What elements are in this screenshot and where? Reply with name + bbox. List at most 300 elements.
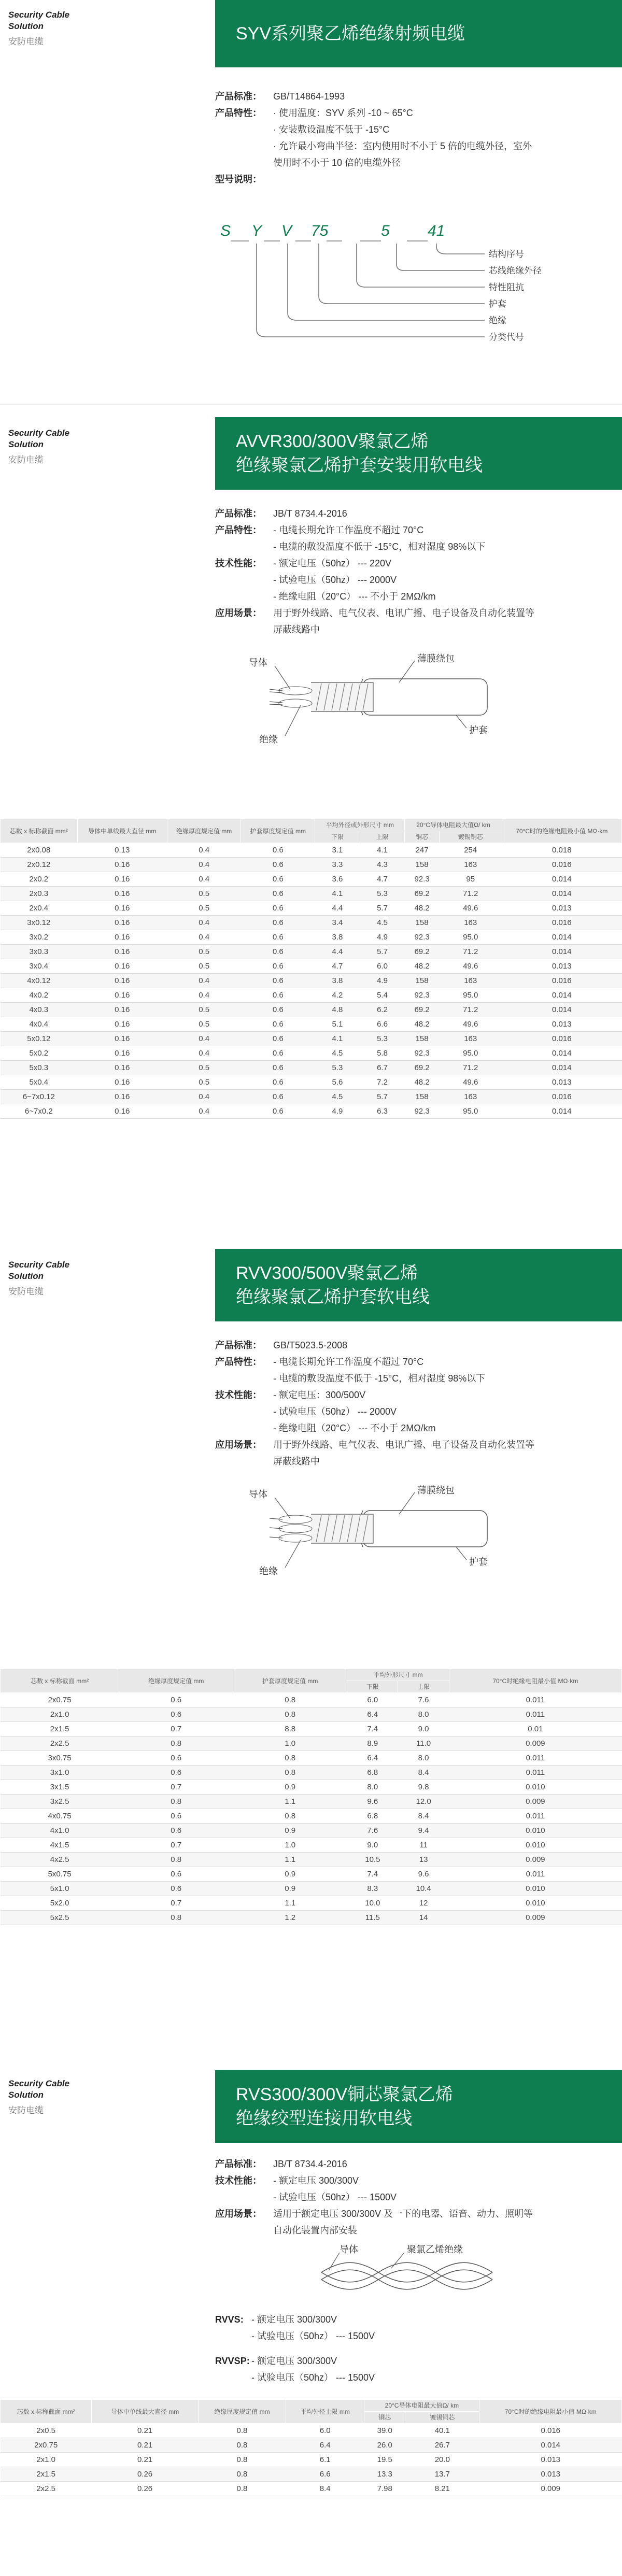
- table-cell: 0.5: [167, 1061, 241, 1075]
- table-header-cell: 上限: [398, 1681, 449, 1693]
- spec-row: [215, 505, 609, 522]
- table-cell: 0.013: [479, 2453, 622, 2467]
- table-header-cell: 70°C时的绝缘电阻最小值 MΩ·km: [502, 819, 621, 843]
- syv-specs: [215, 88, 609, 188]
- table-cell: 6.6: [286, 2467, 364, 2482]
- table-cell: 0.16: [77, 1104, 167, 1119]
- table-cell: 4.4: [315, 901, 360, 916]
- table-cell: 163: [439, 858, 502, 872]
- rvvs-specs: [215, 2311, 609, 2344]
- table-cell: 2x2.5: [1, 1737, 119, 1751]
- table-cell: 4.5: [315, 1090, 360, 1104]
- table-row: [1, 1090, 622, 1104]
- table-cell: 0.6: [241, 858, 315, 872]
- table-cell: 2x0.75: [1, 2438, 92, 2453]
- spec-row: [215, 1420, 609, 1436]
- table-cell: 13: [398, 1853, 449, 1867]
- table-cell: 0.014: [502, 1046, 621, 1061]
- table-cell: 0.011: [449, 1867, 621, 1882]
- table-cell: 254: [439, 843, 502, 858]
- table-cell: 0.5: [167, 1003, 241, 1017]
- model-code-letter: 75: [311, 222, 329, 239]
- table-cell: 0.014: [502, 1104, 621, 1119]
- table-cell: 49.6: [439, 901, 502, 916]
- table-row: [1, 1061, 622, 1075]
- table-cell: 0.16: [77, 1017, 167, 1032]
- table-cell: 0.014: [502, 1061, 621, 1075]
- spec-key: [215, 2222, 273, 2239]
- table-row: [1, 901, 622, 916]
- spec-key: 产品标准：: [215, 91, 262, 102]
- table-header-cell: 平均外形尺寸 mm: [347, 1669, 449, 1681]
- table-cell: 4.8: [315, 1003, 360, 1017]
- table-cell: 163: [439, 974, 502, 988]
- spec-value: - 试验电压（50hz） --- 1500V: [251, 2331, 375, 2341]
- table-cell: 0.6: [241, 843, 315, 858]
- table-cell: 71.2: [439, 1003, 502, 1017]
- table-row: [1, 843, 622, 858]
- avvr-title-banner: [215, 417, 622, 490]
- table-cell: 0.014: [502, 1003, 621, 1017]
- table-cell: 8.9: [347, 1737, 398, 1751]
- table-cell: 0.4: [167, 858, 241, 872]
- spec-key: 产品特性：: [215, 1357, 262, 1367]
- avvr-spec-table: [0, 819, 622, 1119]
- table-cell: 5.4: [360, 988, 405, 1003]
- model-code-letter: S: [220, 222, 231, 239]
- spec-key: [215, 1420, 273, 1436]
- model-code-letter: 41: [428, 222, 445, 239]
- table-cell: 71.2: [439, 1061, 502, 1075]
- rvs-title-line2: 绝缘绞型连接用软电线: [236, 2109, 412, 2128]
- table-cell: 0.4: [167, 1090, 241, 1104]
- rvs-cable-diagram: [311, 2241, 518, 2303]
- table-cell: 0.6: [241, 1017, 315, 1032]
- label-film-wrap: 薄膜绕包: [417, 653, 455, 664]
- table-header-cell: 绝缘厚度规定值 mm: [167, 819, 241, 843]
- spec-key: 技术性能：: [215, 558, 262, 568]
- table-cell: 95.0: [439, 1104, 502, 1119]
- table-cell: 0.6: [241, 1090, 315, 1104]
- spec-row: [215, 1354, 609, 1370]
- spec-row: [215, 1370, 609, 1387]
- spec-value: 屏蔽线路中: [273, 624, 320, 635]
- table-cell: 1.1: [233, 1853, 347, 1867]
- table-cell: 0.26: [92, 2467, 198, 2482]
- table-cell: 6.8: [347, 1766, 398, 1780]
- spec-value: - 电缆长期允许工作温度不超过 70°C: [273, 525, 424, 535]
- table-cell: 9.8: [398, 1780, 449, 1795]
- spec-value: - 试验电压（50hz） --- 2000V: [273, 575, 397, 585]
- table-cell: 2x0.2: [1, 872, 78, 887]
- table-cell: 0.6: [241, 988, 315, 1003]
- spec-value: GB/T14864-1993: [273, 91, 345, 102]
- table-header-cell: 镀锡铜芯: [405, 2412, 479, 2424]
- table-header-cell: 70°C时的绝缘电阻最小值 MΩ·km: [479, 2400, 622, 2424]
- spec-row: [215, 555, 609, 572]
- table-cell: 9.6: [398, 1867, 449, 1882]
- spec-value: - 绝缘电阻（20°C） --- 不小于 2MΩ/km: [273, 1423, 436, 1433]
- table-cell: 0.4: [167, 1046, 241, 1061]
- spec-key: [215, 121, 273, 138]
- table-cell: 0.9: [233, 1882, 347, 1896]
- table-cell: 92.3: [405, 1104, 440, 1119]
- table-cell: 0.016: [502, 974, 621, 988]
- table-cell: 8.4: [398, 1766, 449, 1780]
- table-cell: 0.8: [198, 2482, 286, 2496]
- table-cell: 0.014: [502, 887, 621, 901]
- table-cell: 5.7: [360, 1090, 405, 1104]
- avvr-title-line2: 绝缘聚氯乙烯护套安装用软电线: [236, 456, 483, 475]
- spec-value: - 额定电压（50hz） --- 220V: [273, 558, 392, 568]
- spec-value: 自动化装置内部安装: [273, 2225, 357, 2236]
- table-row: [1, 1751, 622, 1766]
- spec-row: [215, 605, 609, 621]
- table-row: [1, 1809, 622, 1824]
- spec-value: JB/T 8734.4-2016: [273, 508, 347, 519]
- spec-row: [215, 105, 609, 121]
- spec-row: [215, 2172, 609, 2189]
- table-cell: 0.011: [449, 1809, 621, 1824]
- table-cell: 5.1: [315, 1017, 360, 1032]
- table-cell: 0.21: [92, 2438, 198, 2453]
- table-cell: 0.016: [502, 916, 621, 930]
- label-pvc-insulation: 聚氯乙烯绝缘: [407, 2244, 463, 2255]
- spec-value: - 额定电压：300/500V: [273, 1390, 366, 1400]
- table-cell: 0.16: [77, 945, 167, 959]
- table-cell: 7.4: [347, 1722, 398, 1737]
- table-cell: 10.4: [398, 1882, 449, 1896]
- table-row: [1, 872, 622, 887]
- brand-en-line2: Solution: [8, 439, 44, 449]
- label-conductor: 导体: [249, 658, 267, 668]
- table-cell: 0.7: [119, 1722, 233, 1737]
- table-cell: 2x0.4: [1, 901, 78, 916]
- spec-row: [215, 2353, 609, 2369]
- table-cell: 3x2.5: [1, 1795, 119, 1809]
- spec-key: RVVSP:: [215, 2356, 250, 2366]
- rvv-cable-diagram: [244, 1482, 534, 1586]
- table-cell: 48.2: [405, 901, 440, 916]
- brand-en-line1: Security Cable: [8, 10, 70, 20]
- table-cell: 71.2: [439, 887, 502, 901]
- table-cell: 0.16: [77, 858, 167, 872]
- table-cell: 8.4: [398, 1809, 449, 1824]
- table-cell: 0.016: [479, 2424, 622, 2438]
- table-row: [1, 2482, 622, 2496]
- table-cell: 4x1.0: [1, 1824, 119, 1838]
- table-cell: 3.4: [315, 916, 360, 930]
- table-cell: 3x1.5: [1, 1780, 119, 1795]
- table-cell: 4x2.5: [1, 1853, 119, 1867]
- spec-row: [215, 121, 609, 138]
- table-cell: 8.4: [286, 2482, 364, 2496]
- table-cell: 4x0.75: [1, 1809, 119, 1824]
- table-cell: 0.8: [233, 1809, 347, 1824]
- table-header-cell: 芯数 x 标称截面 mm²: [1, 819, 78, 843]
- table-cell: 4.7: [315, 959, 360, 974]
- spec-value: [273, 171, 609, 188]
- table-cell: 0.16: [77, 887, 167, 901]
- table-cell: 26.7: [405, 2438, 479, 2453]
- table-cell: 0.6: [241, 916, 315, 930]
- table-cell: 247: [405, 843, 440, 858]
- table-cell: 2x0.3: [1, 887, 78, 901]
- table-cell: 1.1: [233, 1896, 347, 1911]
- table-cell: 0.014: [479, 2438, 622, 2453]
- table-header-cell: 平均外径或外形尺寸 mm: [315, 819, 405, 831]
- table-cell: 0.6: [119, 1824, 233, 1838]
- table-cell: 0.16: [77, 916, 167, 930]
- spec-row: [215, 138, 609, 154]
- table-cell: 5.3: [315, 1061, 360, 1075]
- table-cell: 39.0: [364, 2424, 405, 2438]
- table-row: [1, 1853, 622, 1867]
- table-cell: 0.016: [502, 858, 621, 872]
- table-row: [1, 2453, 622, 2467]
- table-cell: 4.5: [315, 1046, 360, 1061]
- table-cell: 0.4: [167, 974, 241, 988]
- table-cell: 3.1: [315, 843, 360, 858]
- table-cell: 0.4: [167, 872, 241, 887]
- table-cell: 4.9: [360, 974, 405, 988]
- table-cell: 4.3: [360, 858, 405, 872]
- table-row: [1, 1838, 622, 1853]
- table-cell: 0.16: [77, 1003, 167, 1017]
- table-row: [1, 959, 622, 974]
- spec-key: 应用场景：: [215, 2209, 262, 2219]
- table-cell: 0.014: [502, 988, 621, 1003]
- table-row: [1, 1882, 622, 1896]
- table-cell: 4.4: [315, 945, 360, 959]
- cable-illustration: [270, 679, 487, 715]
- table-cell: 0.5: [167, 887, 241, 901]
- table-cell: 0.6: [241, 872, 315, 887]
- table-cell: 0.6: [119, 1751, 233, 1766]
- spec-value: JB/T 8734.4-2016: [273, 2159, 347, 2169]
- table-cell: 49.6: [439, 1017, 502, 1032]
- brand-block: [8, 9, 69, 47]
- table-cell: 7.2: [360, 1075, 405, 1090]
- rvs-title-line1: RVS300/300V铜芯聚氯乙烯: [236, 2085, 453, 2104]
- model-code-letter: 5: [381, 222, 390, 239]
- model-part-label: 分类代号: [489, 332, 524, 342]
- table-cell: 0.8: [233, 1707, 347, 1722]
- label-conductor: 导体: [249, 1489, 267, 1500]
- table-cell: 0.16: [77, 901, 167, 916]
- table-row: [1, 1046, 622, 1061]
- table-header-cell: 绝缘厚度规定值 mm: [119, 1669, 233, 1693]
- spec-row: [215, 588, 609, 605]
- table-row: [1, 1722, 622, 1737]
- table-cell: 0.8: [198, 2438, 286, 2453]
- table-cell: 0.6: [119, 1766, 233, 1780]
- rvv-title-banner: [215, 1249, 622, 1321]
- table-header-cell: 绝缘厚度规定值 mm: [198, 2400, 286, 2424]
- spec-key: [215, 1370, 273, 1387]
- spec-row: [215, 88, 609, 105]
- spec-row: [215, 1387, 609, 1403]
- table-row: [1, 916, 622, 930]
- table-cell: 3x0.75: [1, 1751, 119, 1766]
- rvs-spec-table: [0, 2399, 622, 2496]
- spec-row: [215, 154, 609, 171]
- table-cell: 8.8: [233, 1722, 347, 1737]
- table-cell: 1.0: [233, 1737, 347, 1751]
- table-header-cell: 芯数 x 标称截面 mm²: [1, 2400, 92, 2424]
- table-cell: 0.8: [233, 1693, 347, 1707]
- spec-value: · 允许最小弯曲半径：室内使用时不小于 5 倍的电缆外径，室外: [273, 141, 532, 151]
- model-part-label: 芯线绝缘外径: [489, 266, 542, 276]
- spec-value: GB/T5023.5-2008: [273, 1340, 348, 1350]
- table-cell: 0.010: [449, 1824, 621, 1838]
- spec-key: [215, 621, 273, 638]
- spec-row: [215, 2205, 609, 2222]
- table-row: [1, 2467, 622, 2482]
- table-cell: 0.010: [449, 1780, 621, 1795]
- table-cell: 0.018: [502, 843, 621, 858]
- avvr-cable-diagram: [244, 650, 534, 754]
- table-cell: 0.013: [502, 1075, 621, 1090]
- table-cell: 5x2.0: [1, 1896, 119, 1911]
- table-cell: 158: [405, 1090, 440, 1104]
- table-cell: 95.0: [439, 1046, 502, 1061]
- spec-key: [215, 1453, 273, 1470]
- table-cell: 0.7: [119, 1896, 233, 1911]
- table-cell: 92.3: [405, 872, 440, 887]
- brand-block: [8, 428, 69, 465]
- table-cell: 11.5: [347, 1911, 398, 1925]
- table-cell: 0.8: [233, 1751, 347, 1766]
- table-cell: 10.0: [347, 1896, 398, 1911]
- spec-key: [215, 538, 273, 555]
- table-cell: 48.2: [405, 1017, 440, 1032]
- spec-row: [215, 2311, 609, 2328]
- table-cell: 69.2: [405, 945, 440, 959]
- table-cell: 6.4: [286, 2438, 364, 2453]
- spec-row: [215, 538, 609, 555]
- table-cell: 163: [439, 916, 502, 930]
- table-cell: 95: [439, 872, 502, 887]
- rvv-specs: [215, 1337, 609, 1470]
- brand-cn: 安防电缆: [8, 2105, 44, 2115]
- table-header-cell: 70°C时绝缘电阻最小值 MΩ·km: [449, 1669, 621, 1693]
- table-cell: 0.16: [77, 1032, 167, 1046]
- spec-row: [215, 621, 609, 638]
- table-cell: 2x0.75: [1, 1693, 119, 1707]
- table-cell: 3x0.2: [1, 930, 78, 945]
- table-cell: 95.0: [439, 988, 502, 1003]
- table-cell: 0.009: [449, 1853, 621, 1867]
- table-header-cell: 下限: [315, 831, 360, 843]
- spec-value: - 额定电压 300/300V: [251, 2356, 337, 2366]
- table-cell: 8.3: [347, 1882, 398, 1896]
- table-cell: 6.4: [347, 1707, 398, 1722]
- label-insulation: 绝缘: [259, 734, 278, 745]
- table-cell: 92.3: [405, 988, 440, 1003]
- table-cell: 5x0.4: [1, 1075, 78, 1090]
- table-cell: 0.010: [449, 1838, 621, 1853]
- table-cell: 14: [398, 1911, 449, 1925]
- spec-key: 产品特性：: [215, 525, 262, 535]
- spec-key: [215, 138, 273, 154]
- syv-model-diagram: [215, 192, 609, 368]
- table-cell: 2x1.0: [1, 1707, 119, 1722]
- table-cell: 40.1: [405, 2424, 479, 2438]
- syv-title-banner: [215, 0, 622, 67]
- syv-title: SYV系列聚乙烯绝缘射频电缆: [236, 24, 465, 44]
- table-cell: 0.8: [198, 2453, 286, 2467]
- table-cell: 8.0: [398, 1707, 449, 1722]
- rvvsp-specs: [215, 2353, 609, 2386]
- table-cell: 0.8: [119, 1737, 233, 1751]
- table-cell: 7.6: [347, 1824, 398, 1838]
- table-cell: 5x0.3: [1, 1061, 78, 1075]
- table-cell: 2x1.5: [1, 1722, 119, 1737]
- spec-value: - 试验电压（50hz） --- 1500V: [273, 2192, 397, 2202]
- spec-key: [215, 572, 273, 588]
- model-part-label: 特性阻抗: [489, 282, 524, 292]
- spec-value: · 安装敷设温度不低于 -15°C: [273, 124, 390, 135]
- table-cell: 5.6: [315, 1075, 360, 1090]
- table-cell: 5.7: [360, 901, 405, 916]
- table-header-cell: 护套厚度规定值 mm: [233, 1669, 347, 1693]
- avvr-specs: [215, 505, 609, 638]
- table-row: [1, 1104, 622, 1119]
- label-sheath: 护套: [469, 725, 488, 735]
- table-cell: 0.011: [449, 1766, 621, 1780]
- table-cell: 9.6: [347, 1795, 398, 1809]
- spec-value: - 试验电压（50hz） --- 1500V: [251, 2372, 375, 2383]
- spec-value: 使用时不小于 10 倍的电缆外径: [273, 158, 401, 168]
- spec-row: [215, 171, 609, 188]
- table-cell: 95.0: [439, 930, 502, 945]
- table-cell: 0.6: [119, 1867, 233, 1882]
- table-cell: 7.4: [347, 1867, 398, 1882]
- brand-en-line1: Security Cable: [8, 1260, 70, 1270]
- table-cell: 4x0.12: [1, 974, 78, 988]
- table-cell: 0.011: [449, 1707, 621, 1722]
- model-code-letter: Y: [251, 222, 262, 239]
- table-cell: 0.6: [119, 1707, 233, 1722]
- twisted-pair-illustration: [321, 2262, 492, 2289]
- table-cell: 2x0.5: [1, 2424, 92, 2438]
- spec-value: - 额定电压 300/300V: [273, 2175, 359, 2186]
- table-cell: 4.1: [315, 887, 360, 901]
- spec-key: [215, 1403, 273, 1420]
- table-cell: 0.009: [449, 1795, 621, 1809]
- table-cell: 0.21: [92, 2453, 198, 2467]
- table-cell: 5x1.0: [1, 1882, 119, 1896]
- table-cell: 0.6: [241, 1075, 315, 1090]
- table-header-cell: 平均外径上限 mm: [286, 2400, 364, 2424]
- table-row: [1, 1780, 622, 1795]
- spec-value: - 电缆的敷设温度不低于 -15°C，相对湿度 98%以下: [273, 1373, 486, 1384]
- table-cell: 7.98: [364, 2482, 405, 2496]
- table-cell: 0.01: [449, 1722, 621, 1737]
- spec-value: 屏蔽线路中: [273, 1456, 320, 1467]
- table-cell: 10.5: [347, 1853, 398, 1867]
- table-cell: 4.7: [360, 872, 405, 887]
- brand-cn: 安防电缆: [8, 455, 44, 465]
- table-row: [1, 2424, 622, 2438]
- table-cell: 5.7: [360, 945, 405, 959]
- table-cell: 0.013: [502, 1017, 621, 1032]
- table-cell: 0.8: [198, 2424, 286, 2438]
- model-code-letter: V: [281, 222, 292, 239]
- table-cell: 2x2.5: [1, 2482, 92, 2496]
- spec-row: [215, 522, 609, 538]
